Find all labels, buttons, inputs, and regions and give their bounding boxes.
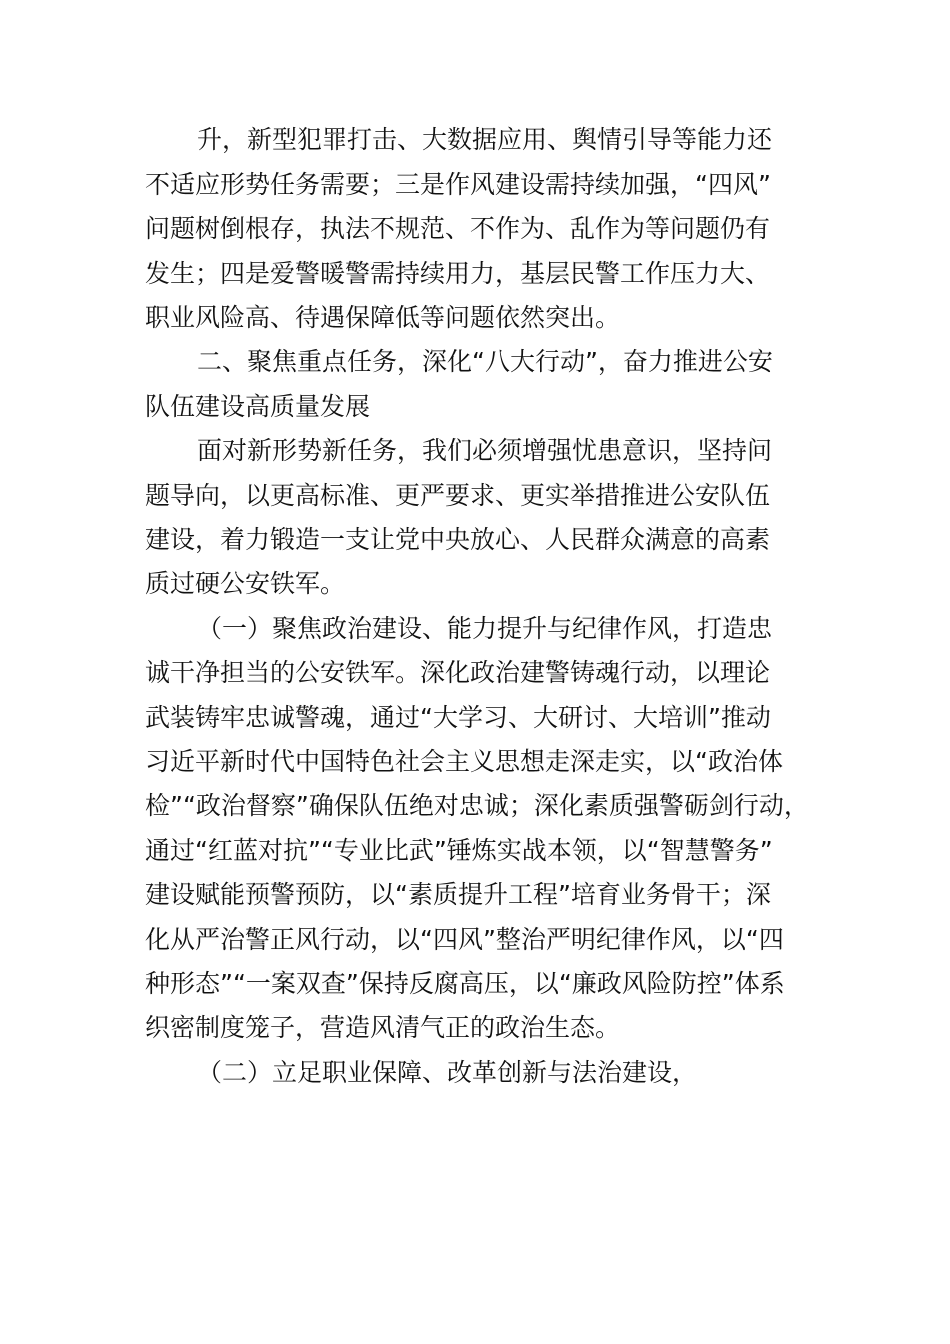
- text-line-1: 升，新型犯罪打击、大数据应用、舆情引导等能力还: [197, 125, 773, 154]
- heading-line-2: 队伍建设高质量发展: [145, 392, 371, 421]
- text-line-9: 题导向，以更高标准、更严要求、更实举措推进公安队伍: [145, 481, 771, 510]
- text-line-13: 诚干净担当的公安铁军。深化政治建警铸魂行动，以理论: [145, 658, 771, 687]
- text-line-18: 建设赋能预警预防，以“素质提升工程”培育业务骨干；深: [145, 880, 771, 909]
- text-line-15: 习近平新时代中国特色社会主义思想走深走实，以“政治体: [145, 747, 783, 776]
- text-line-5: 职业风险高、待遇保障低等问题依然突出。: [145, 303, 621, 332]
- text-line-10: 建设，着力锻造一支让党中央放心、人民群众满意的高素: [145, 525, 771, 554]
- text-line-12: （一）聚焦政治建设、能力提升与纪律作风，打造忠: [197, 614, 773, 643]
- text-line-8: 面对新形势新任务，我们必须增强忧患意识，坚持问: [197, 436, 773, 465]
- text-line-17: 通过“红蓝对抗”“专业比武”锤炼实战本领，以“智慧警务”: [145, 836, 773, 865]
- text-line-19: 化从严治警正风行动，以“四风”整治严明纪律作风，以“四: [145, 925, 784, 954]
- heading-line-1: 二、聚焦重点任务，深化“八大行动”，奋力推进公安: [197, 347, 773, 376]
- text-line-14: 武装铸牢忠诚警魂，通过“大学习、大研讨、大培训”推动: [145, 703, 771, 732]
- text-line-4: 发生；四是爱警暖警需持续用力，基层民警工作压力大、: [145, 259, 771, 288]
- text-line-21: 织密制度笼子，营造风清气正的政治生态。: [145, 1013, 621, 1042]
- text-line-20: 种形态”“一案双查”保持反腐高压，以“廉政风险防控”体系: [145, 969, 785, 998]
- text-line-11: 质过硬公安铁军。: [145, 569, 346, 598]
- text-line-3: 问题树倒根存，执法不规范、不作为、乱作为等问题仍有: [145, 214, 771, 243]
- text-line-2: 不适应形势任务需要；三是作风建设需持续加强，“四风”: [145, 170, 771, 199]
- text-line-16: 检”“政治督察”确保队伍绝对忠诚；深化素质强警砺剑行动，: [145, 791, 809, 820]
- text-line-22: （二）立足职业保障、改革创新与法治建设，: [197, 1058, 698, 1087]
